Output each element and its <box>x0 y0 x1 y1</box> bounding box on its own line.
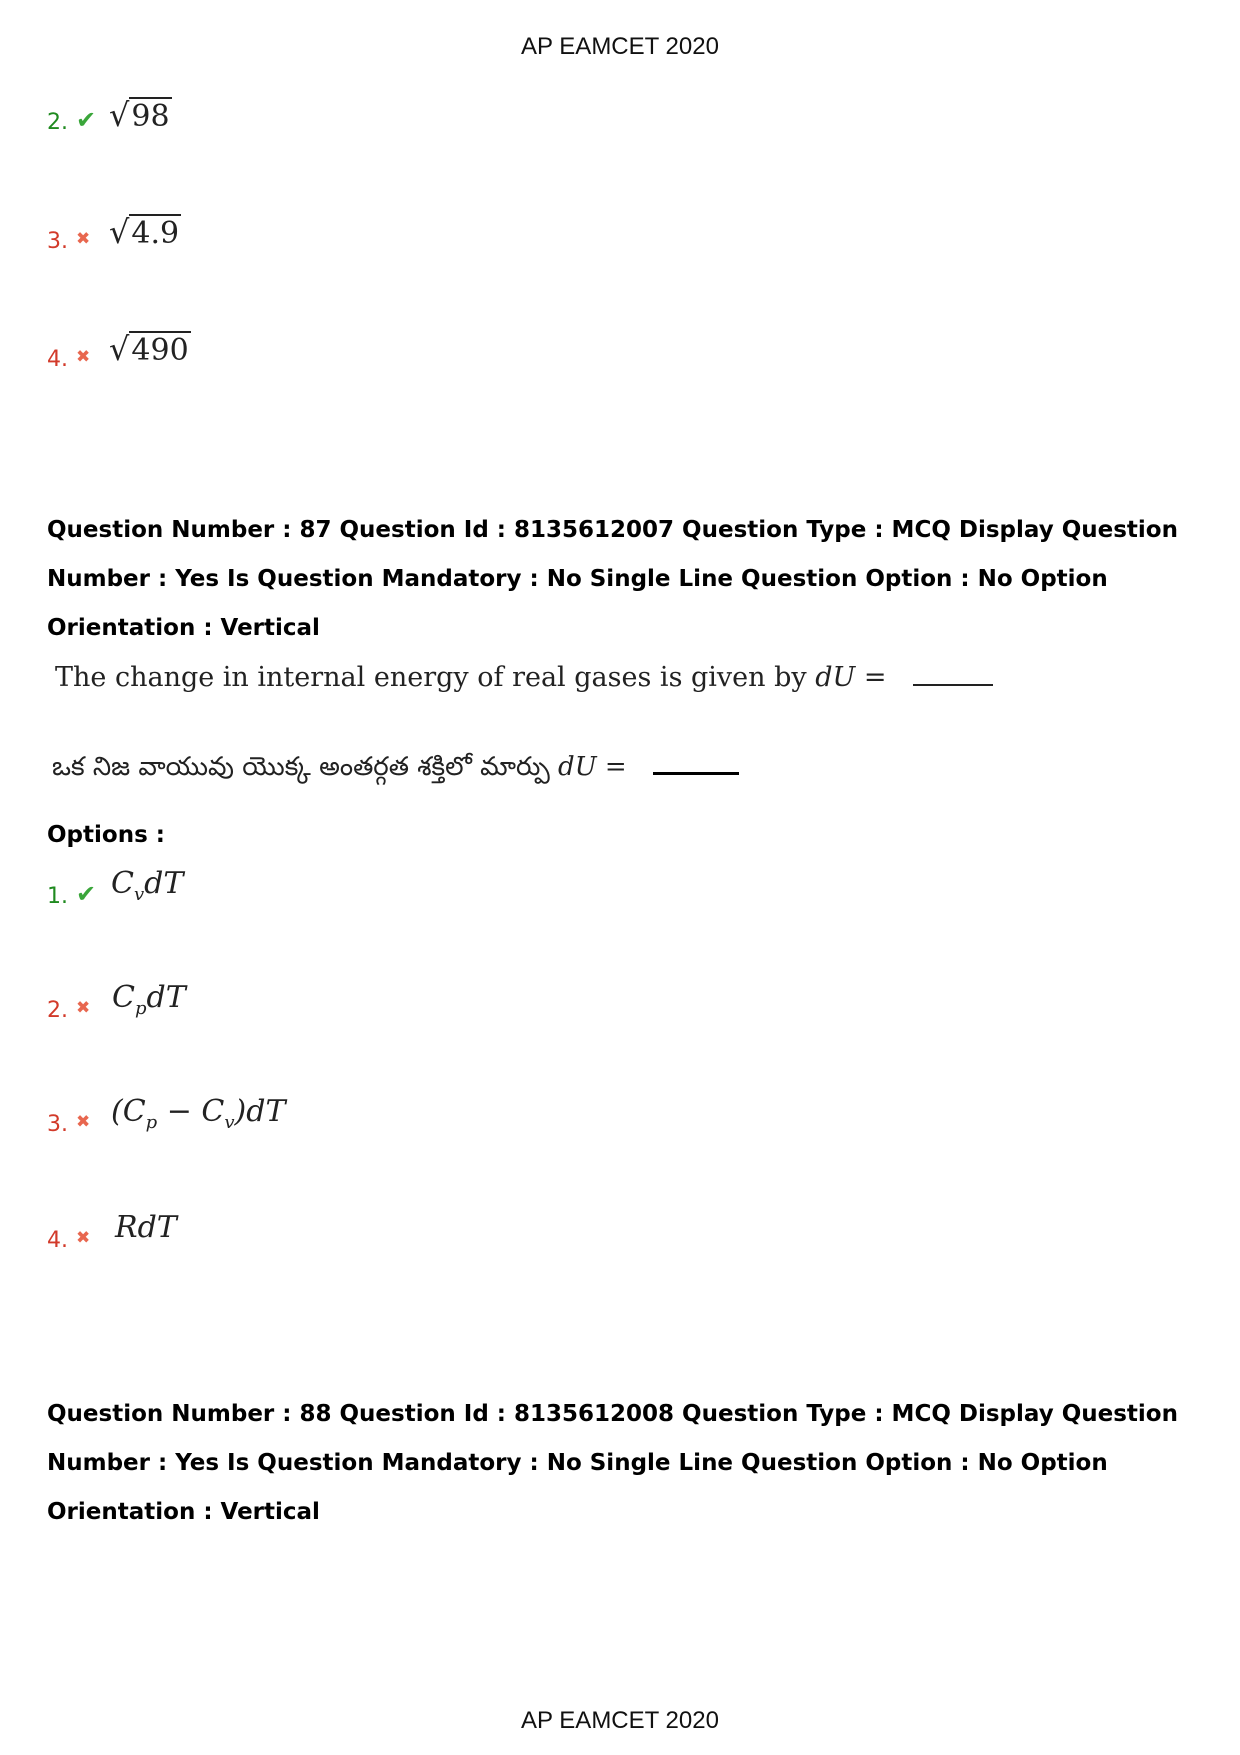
correct-check-icon: ✔ <box>76 106 97 134</box>
option-number: 3. <box>47 1112 68 1137</box>
option-number: 3. <box>47 229 68 254</box>
question-88-meta <box>47 1390 1207 1537</box>
wrong-cross-icon: ✖ <box>76 998 91 1018</box>
question-text: The change in internal energy of real gases is given by <box>55 662 807 693</box>
equation-variable: dU <box>815 662 856 693</box>
page-footer: AP EAMCET 2020 <box>521 1707 719 1734</box>
equation-variable: dU <box>558 752 597 782</box>
option-formula: √4.9 <box>109 213 180 251</box>
meta-line: Question Number : 88 Question Id : 8135612008 Question Type : MCQ Display Question <box>47 1401 1178 1427</box>
answer-blank <box>653 771 739 775</box>
option-formula: $C_pdT$ <box>112 980 186 1019</box>
wrong-cross-icon: ✖ <box>76 229 91 249</box>
radicand: 98 <box>131 99 170 134</box>
wrong-cross-icon: ✖ <box>76 1228 91 1248</box>
option-formula: √98 <box>109 96 170 134</box>
meta-line: Orientation : Vertical <box>47 615 320 641</box>
meta-line: Orientation : Vertical <box>47 1499 320 1525</box>
answer-blank <box>913 683 993 686</box>
wrong-cross-icon: ✖ <box>76 347 91 367</box>
option-formula: RdT <box>115 1210 177 1245</box>
page-header: AP EAMCET 2020 <box>521 33 719 60</box>
meta-line: Number : Yes Is Question Mandatory : No Single Line Question Option : No Option <box>47 566 1108 592</box>
question-text-telugu <box>52 752 739 788</box>
equation-sign: = <box>604 752 627 782</box>
correct-check-icon: ✔ <box>76 880 97 908</box>
question-87-meta <box>47 506 1207 653</box>
equation-sign: = <box>863 662 887 693</box>
option-formula: $C_vdT$ <box>111 866 184 905</box>
options-label: Options : <box>47 822 165 848</box>
wrong-cross-icon: ✖ <box>76 1112 91 1132</box>
option-number: 4. <box>47 1228 68 1253</box>
radicand: 4.9 <box>131 216 180 251</box>
option-formula: √490 <box>109 330 189 368</box>
meta-line: Question Number : 87 Question Id : 8135612007 Question Type : MCQ Display Question <box>47 517 1178 543</box>
option-number: 2. <box>47 998 68 1023</box>
option-number: 2. <box>47 110 68 135</box>
radicand: 490 <box>131 333 189 368</box>
option-number: 4. <box>47 347 68 372</box>
option-formula: $(C_p - C_v)dT$ <box>111 1094 286 1133</box>
meta-line: Number : Yes Is Question Mandatory : No Single Line Question Option : No Option <box>47 1450 1108 1476</box>
question-text: ఒక నిజ వాయువు యొక్క అంతర్గత శక్తిలో మార్పు <box>52 752 550 782</box>
question-text-english <box>55 662 993 693</box>
option-number: 1. <box>47 884 68 909</box>
